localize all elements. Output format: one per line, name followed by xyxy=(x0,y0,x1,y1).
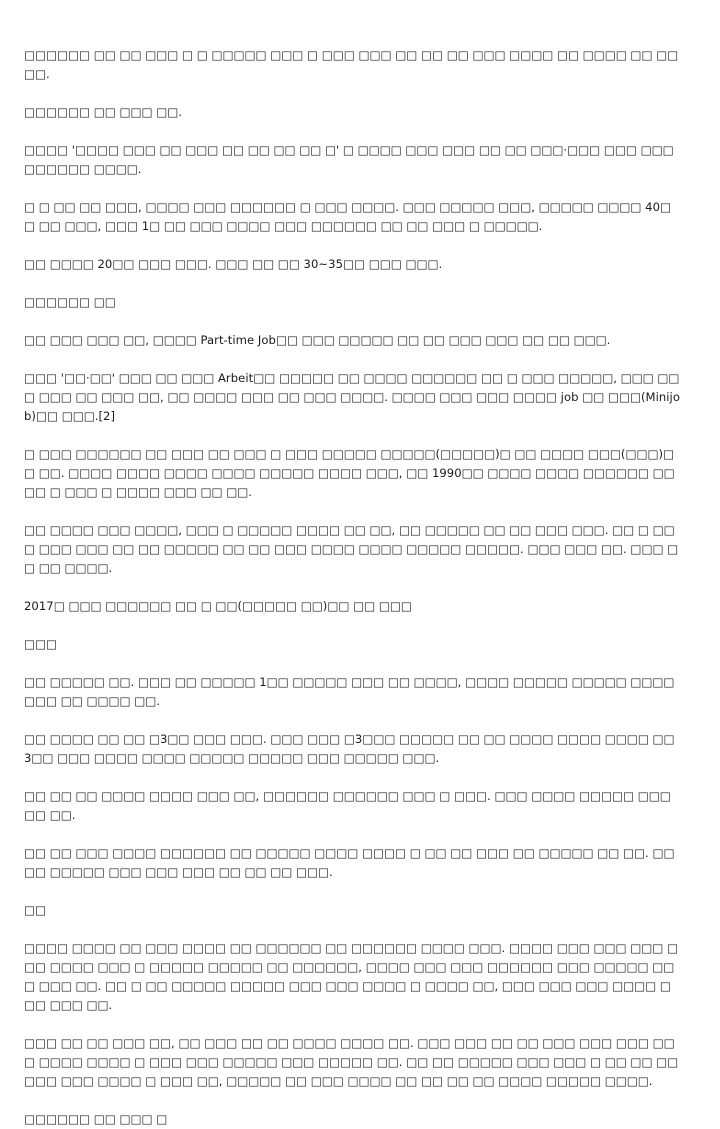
section-heading: □□ xyxy=(24,903,47,917)
section-heading: □□□□□□ □□ xyxy=(24,295,116,309)
paragraph: □□□□□□ □□ □□□ □□. xyxy=(24,105,182,119)
paragraph: □□ □□ □□ □□□□ □□□□ □□□ □□, □□□□□□ □□□□□□ □□□ □ □□□. □□□ □□□□ □□□□□ □□□ □□ □□. xyxy=(24,789,671,822)
paragraph: □□□□□□ □□ □□ □□□ □ □ □□□□□ □□□ □ □□□ □□□ □□ □□ □□ □□□ □□□□ □□ □□□□ □□ □□□□. xyxy=(24,48,679,81)
paragraph: □□ □□ □□□ □□□□ □□□□□□ □□ □□□□□ □□□□ □□□□ □ □□ □□ □□□ □□ □□□□□ □□ □□. □□ □□ □□□□□ □□□ □□□ □□□ □□ □□ □□ □□□. xyxy=(24,846,675,879)
paragraph: □□□□ □□□□ □□ □□□ □□□□ □□ □□□□□□ □□ □□□□□□ □□□□ □□□. □□□□ □□□ □□□ □□□ □□□ □□□□ □□□ □ □□□□□ □□□□□ □□ □□□□□□, □□□□ □□□ □□□ □□□□□□ □□□ □□□□□ □□□ □□□ □□. □□ □ □□ □□□□□ □□□□□ □□□ □□□ □□□□ □ □□□□ □□, □□□ □□□ □□□ □□□□ □□□ □□□ □□. xyxy=(24,941,678,1012)
section-heading: □□□□□□ □□ □□□ □ xyxy=(24,1112,168,1126)
paragraph: □□□□ '□□□□ □□□ □□ □□□ □□ □□ □□ □□ □' □ □□□□ □□□ □□□ □□ □□ □□□·□□□ □□□ □□□ □□□□□□ □□□□. xyxy=(24,143,674,176)
paragraph: □□ □□□□ 20□□ □□□ □□□. □□□ □□ □□ 30~35□□ □□□ □□□. xyxy=(24,257,443,271)
paragraph: □□ □□□□ □□ □□ □3□□ □□□ □□□. □□□ □□□ □3□□□ □□□□□ □□ □□ □□□□ □□□□ □□□□ □□ 3□□ □□□ □□□□ □□□□ □□□□□ □□□□□ □□□ □□□□□ □□□. xyxy=(24,732,675,765)
paragraph: □□ □□□□□ □□. □□□ □□ □□□□□ 1□□ □□□□□ □□□ □□ □□□□, □□□□ □□□□□ □□□□□ □□□□ □□□ □□ □□□□ □□. xyxy=(24,675,675,708)
section-heading: □□□ xyxy=(24,637,58,651)
paragraph: □□ □□□□ □□□ □□□□, □□□ □ □□□□□ □□□□ □□ □□, □□ □□□□□ □□ □□ □□□ □□□. □□ □ □□□ □□□ □□□ □□ □□ □□□□□ □□ □□ □□□ □□□□ □□□□ □□□□□ □□□□□. □□□ □□□ □□. □□□ □□ □□ □□□□. xyxy=(24,523,679,575)
paragraph: □□ □□□ □□□ □□, □□□□ Part-time Job□□ □□□ □□□□□ □□ □□ □□□ □□□ □□ □□ □□□. xyxy=(24,333,611,347)
paragraph: □ □□□ □□□□□□ □□ □□□ □□ □□□ □ □□□ □□□□□ □□□□□(□□□□□)□ □□ □□□□ □□□(□□□)□□ □□. □□□□ □□□□ □□□□ □□□□ □□□□□ □□□□ □□□, □□ 1990□□ □□□□ □□□□ □□□□□□ □□□□ □ □□□ □ □□□□ □□□ □□ □□. xyxy=(24,447,675,499)
paragraph: □ □ □□ □□ □□□, □□□□ □□□ □□□□□□ □ □□□ □□□□. □□□ □□□□□ □□□, □□□□□ □□□□ 40□□ □□ □□□, □□□ 1□ □□ □□□ □□□□ □□□ □□□□□□ □□ □□ □□□ □ □□□□□. xyxy=(24,200,672,233)
paragraph: □□□ □□ □□ □□□ □□, □□ □□□ □□ □□ □□□□ □□□□ □□. □□□ □□□ □□ □□ □□□ □□□ □□□ □□□ □□□□ □□□□ □ □□□ □□□ □□□□□ □□□ □□□□□ □□. □□ □□ □□□□□ □□□ □□□ □ □□ □□ □□ □□□ □□□ □□□□ □ □□□ □□, □□□□□ □□ □□□ □□□□ □□ □□ □□ □□ □□□□ □□□□□ □□□□. xyxy=(24,1036,679,1088)
paragraph: □□□ '□□·□□' □□□ □□ □□□ Arbeit□□ □□□□□ □□ □□□□ □□□□□□ □□ □ □□□ □□□□□, □□□ □□□ □□□ □□ □□□ □□, □□ □□□□ □□□ □□ □□□ □□□□. □□□□ □□□ □□□ □□□□ job □□ □□□(Minijob)□□ □□□.[2] xyxy=(24,371,680,423)
image-caption: 2017□ □□□ □□□□□□ □□ □ □□(□□□□□ □□)□□ □□ □□□ xyxy=(24,599,412,613)
